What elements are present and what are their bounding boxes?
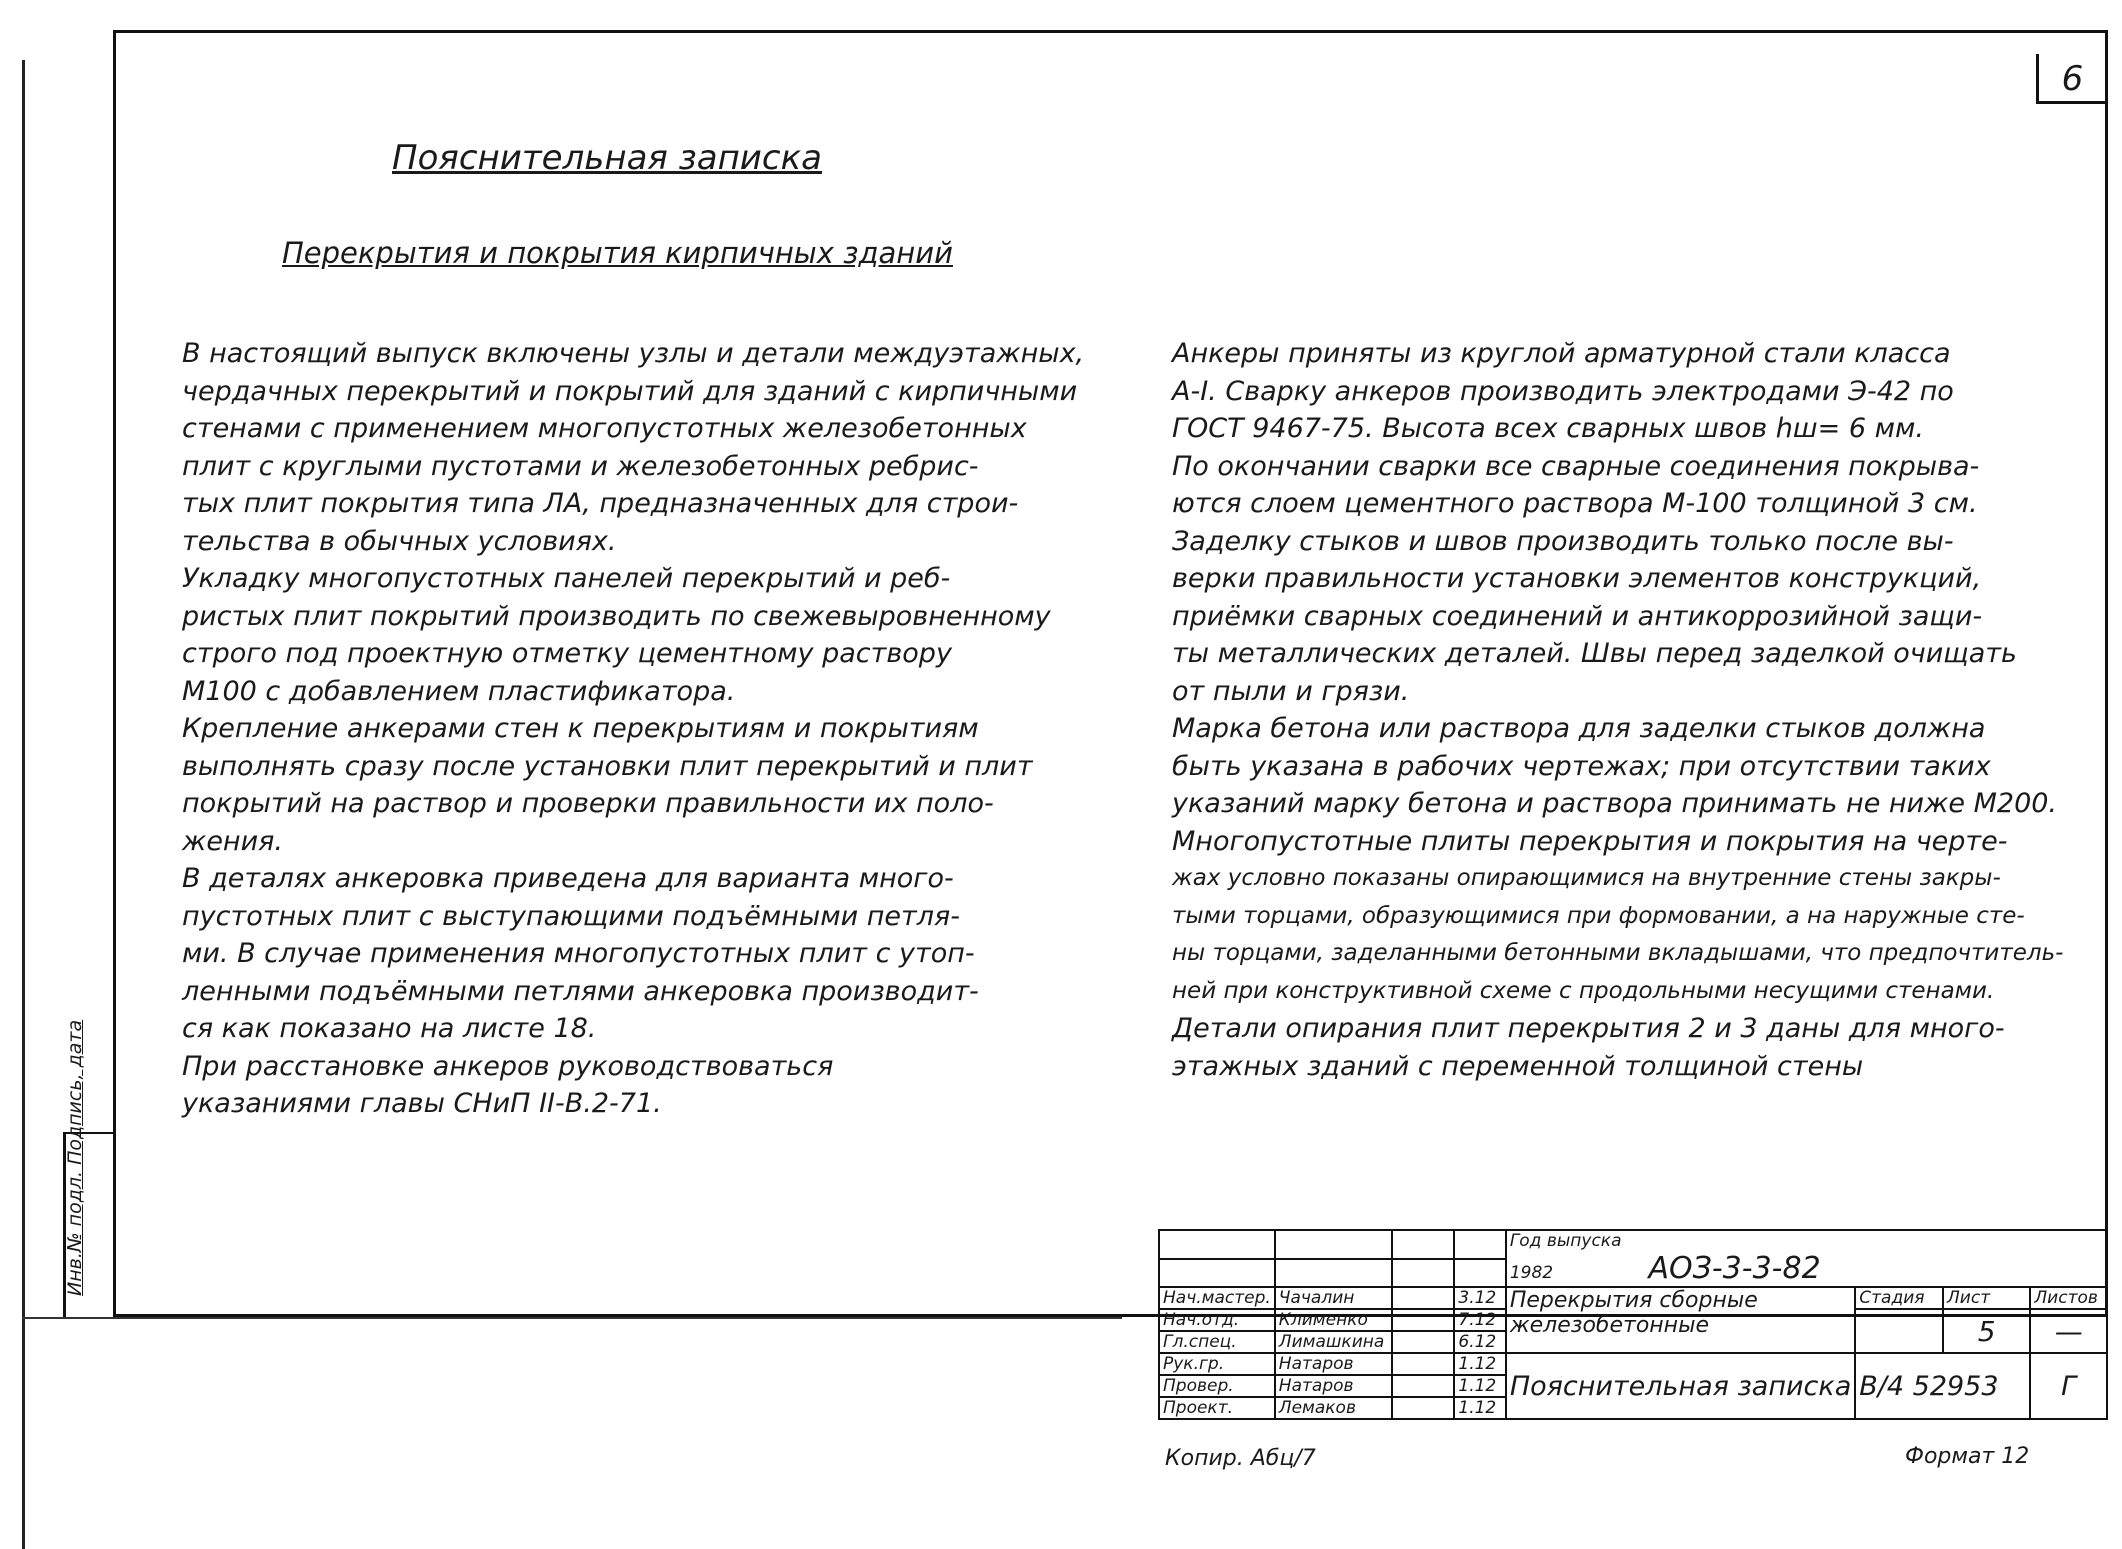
text-line: Марка бетона или раствора для заделки стыков должна — [1172, 713, 1986, 744]
name-cell: Натаров — [1275, 1353, 1392, 1375]
role-cell: Проект. — [1159, 1397, 1275, 1419]
right-text-column — [1172, 335, 2064, 1085]
text-line: ристых плит покрытий производить по свежевыровненному — [182, 600, 1051, 632]
text-line: стенами с применением многопустотных железобетонных — [182, 413, 1027, 444]
text-line: Детали опирания плит перекрытия 2 и 3 даны для много- — [1172, 1013, 2005, 1044]
date-cell: 1.12 — [1454, 1375, 1505, 1397]
text-line: указаний марку бетона и раствора принимать не ниже М200. — [1172, 788, 2058, 819]
text-line: При расстановке анкеров руководствоваться — [182, 1050, 834, 1082]
text-line: от пыли и грязи. — [1172, 675, 1410, 707]
role-cell: Гл.спец. — [1159, 1331, 1275, 1353]
text-line: пустотных плит с выступающими подъёмными петля- — [182, 900, 960, 932]
text-line: ленными подъёмными петлями анкеровка производит- — [182, 975, 979, 1007]
name-cell: Лимашкина — [1275, 1331, 1392, 1353]
title-block-table — [1158, 1229, 2108, 1420]
signature-cell — [1392, 1353, 1455, 1375]
release-year: 1982 — [1509, 1263, 1554, 1283]
text-line: указаниями главы СНиП II-В.2-71. — [182, 1088, 662, 1119]
signature-cell — [1392, 1331, 1455, 1353]
role-cell: Рук.гр. — [1159, 1353, 1275, 1375]
bottom-border-line — [22, 1317, 1122, 1319]
text-line: В деталях анкеровка приведена для варианта много- — [182, 863, 954, 894]
signature-cell — [1392, 1397, 1455, 1419]
stage-label: Стадия — [1855, 1287, 1943, 1309]
text-line: По окончании сварки все сварные соединения покрыва- — [1172, 450, 1980, 482]
sheet-value: 5 — [1943, 1309, 2030, 1353]
text-line: Крепление анкерами стен к перекрытиям и покрытиям — [182, 713, 979, 744]
text-line: Укладку многопустотных панелей перекрытий и реб- — [182, 563, 951, 594]
title-block — [1158, 1229, 2108, 1418]
text-line: жах условно показаны опирающимися на внутренние стены закры- — [1172, 865, 2001, 891]
text-line: тых плит покрытия типа ЛА, предназначенных для строи- — [182, 488, 1019, 519]
text-line: этажных зданий с переменной толщиной стены — [1172, 1050, 1864, 1082]
sheets-value: — — [2030, 1309, 2107, 1353]
inventory-number: В/4 52953 — [1855, 1353, 2030, 1419]
text-line: строго под проектную отметку цементному раствору — [182, 638, 952, 669]
text-line: ми. В случае применения многопустотных плит с утоп- — [182, 938, 975, 969]
sheet-number: 6 — [2036, 54, 2106, 104]
text-line: тыми торцами, образующимися при формовании, а на наружные сте- — [1172, 902, 2025, 929]
name-cell: Чачалин — [1275, 1287, 1392, 1309]
text-line: ты металлических деталей. Швы перед заделкой очищать — [1172, 638, 2017, 669]
text-line: ются слоем цементного раствора М-100 толщиной 3 см. — [1172, 488, 1978, 519]
text-line: тельства в обычных условиях. — [182, 525, 617, 557]
signature-cell — [1392, 1287, 1455, 1309]
format-label: Формат 12 — [1905, 1444, 2030, 1469]
object-name-line1: Перекрытия сборные — [1509, 1288, 1758, 1313]
text-line: покрытий на раствор и проверки правильности их поло- — [182, 788, 994, 819]
text-line: Многопустотные плиты перекрытия и покрытия на черте- — [1172, 825, 2008, 857]
year-label: Год выпуска — [1509, 1231, 1622, 1251]
date-cell: 6.12 — [1454, 1331, 1505, 1353]
text-line: верки правильности установки элементов конструкций, — [1172, 563, 1982, 594]
text-line: чердачных перекрытий и покрытий для зданий с кирпичными — [182, 375, 1078, 407]
role-cell: Нач.мастер. — [1159, 1287, 1275, 1309]
text-line: ГОСТ 9467-75. Высота всех сварных швов hш= 6 мм. — [1172, 413, 1924, 444]
object-name-line2: железобетонные — [1509, 1313, 1709, 1338]
text-line: ся как показано на листе 18. — [182, 1013, 597, 1044]
left-border-line — [22, 60, 25, 1549]
name-cell: Клименко — [1275, 1309, 1392, 1331]
sheet-title: Пояснительная записка — [1506, 1353, 1855, 1419]
name-cell: Лемаков — [1275, 1397, 1392, 1419]
document-code: АОЗ-3-3-82 — [1648, 1251, 1821, 1286]
role-cell: Провер. — [1159, 1375, 1275, 1397]
text-line: жения. — [182, 825, 283, 857]
text-line: А-I. Сварку анкеров производить электродами Э-42 по — [1172, 375, 1954, 407]
name-cell: Натаров — [1275, 1375, 1392, 1397]
left-text-column — [182, 335, 1084, 1123]
text-line: быть указана в рабочих чертежах; при отсутствии таких — [1172, 750, 1991, 782]
text-line: выполнять сразу после установки плит перекрытий и плит — [182, 750, 1033, 782]
date-cell: 3.12 — [1454, 1287, 1505, 1309]
page-title: Пояснительная записка — [392, 138, 822, 178]
date-cell: 1.12 — [1454, 1353, 1505, 1375]
sheet-label: Лист — [1943, 1287, 2030, 1309]
text-line: ны торцами, заделанными бетонными вкладышами, что предпочтитель- — [1172, 940, 2064, 966]
copied-by: Копир. Абц/7 — [1165, 1446, 1316, 1471]
role-cell: Нач.отд. — [1159, 1309, 1275, 1331]
text-line: Анкеры приняты из круглой арматурной стали класса — [1172, 338, 1951, 369]
page-subtitle: Перекрытия и покрытия кирпичных зданий — [282, 236, 953, 270]
text-line: приёмки сварных соединений и антикоррозийной защи- — [1172, 600, 1983, 632]
date-cell: 7.12 — [1454, 1309, 1505, 1331]
side-stamp-text: Инв.№ подл. Подпись, дата — [64, 1019, 86, 1296]
text-line: ней при конструктивной схеме с продольными несущими стенами. — [1172, 977, 1995, 1004]
text-line: М100 с добавлением пластификатора. — [182, 675, 736, 707]
signature-cell — [1392, 1375, 1455, 1397]
date-cell: 1.12 — [1454, 1397, 1505, 1419]
signature-cell — [1392, 1309, 1455, 1331]
text-line: В настоящий выпуск включены узлы и детали междуэтажных, — [182, 338, 1085, 369]
text-line: плит с круглыми пустотами и железобетонных ребрис- — [182, 450, 979, 482]
format-letter: Г — [2030, 1353, 2107, 1419]
text-line: Заделку стыков и швов производить только после вы- — [1172, 525, 1954, 557]
sheets-label: Листов — [2030, 1287, 2107, 1309]
